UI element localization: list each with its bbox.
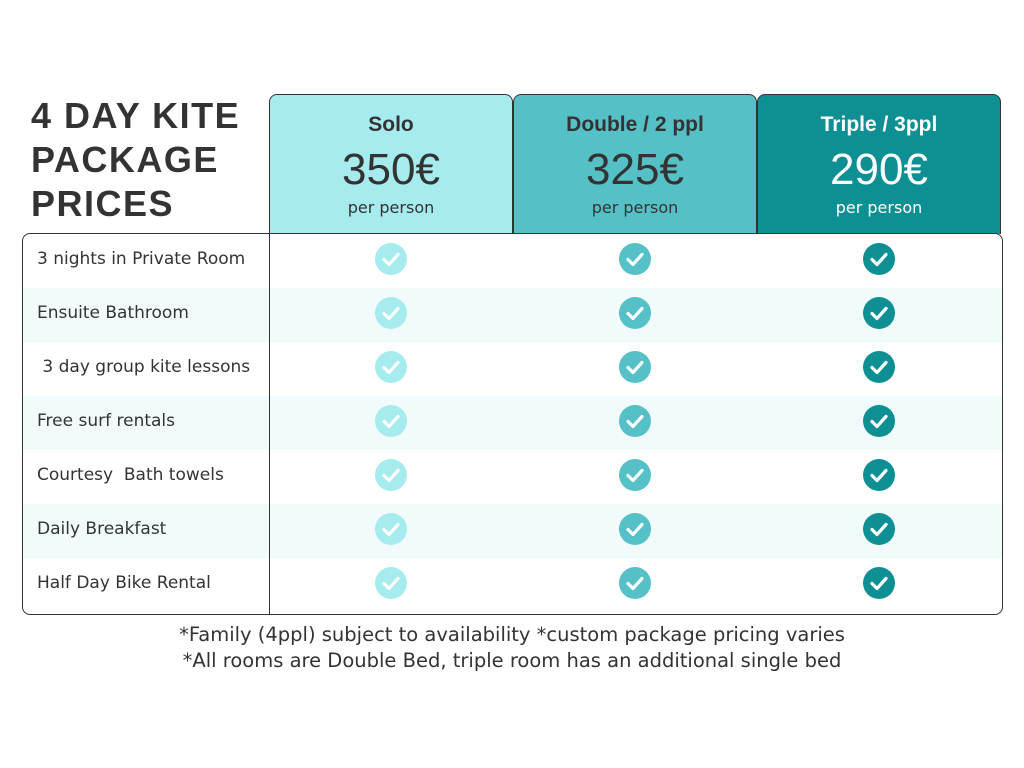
check-circle-icon [375,567,407,599]
check-circle-icon [863,513,895,545]
title-line-2: PACKAGE [31,139,219,180]
check-circle-icon [619,567,651,599]
feature-label: Daily Breakfast [37,519,167,539]
feature-label: Half Day Bike Rental [37,573,211,593]
check-circle-icon [619,243,651,275]
plan-price-unit: per person [591,198,679,217]
check-circle-icon [863,405,895,437]
feature-label: Ensuite Bathroom [37,303,189,323]
check-circle-icon [619,459,651,491]
check-circle-icon [863,297,895,329]
check-circle-icon [375,351,407,383]
check-circle-icon [375,297,407,329]
feature-label: 3 nights in Private Room [37,249,246,269]
plan-price-unit: per person [347,198,435,217]
feature-label: 3 day group kite lessons [37,357,251,377]
check-circle-icon [863,243,895,275]
table-row [23,450,1002,504]
footnote-2: *All rooms are Double Bed, triple room has an additional single bed [182,649,842,672]
footnote-1: *Family (4ppl) subject to availability *custom package pricing varies [179,623,845,646]
table-row [23,342,1002,396]
features-table [22,233,1003,615]
check-circle-icon [375,405,407,437]
check-circle-icon [619,405,651,437]
check-circle-icon [375,243,407,275]
check-circle-icon [863,459,895,491]
check-circle-icon [375,513,407,545]
check-circle-icon [619,297,651,329]
page-title [31,94,263,226]
check-circle-icon [375,459,407,491]
plan-name: Solo [368,113,414,136]
plan-header-double [513,94,757,234]
table-row [23,288,1002,342]
title-line-3: PRICES [31,183,175,224]
plan-header-solo [269,94,513,234]
check-circle-icon [619,351,651,383]
table-row [23,234,1002,288]
title-line-1: 4 DAY KITE [31,95,241,136]
check-circle-icon [863,567,895,599]
plan-price: 350€ [342,145,440,194]
column-divider [269,234,270,614]
table-row [23,504,1002,558]
check-circle-icon [863,351,895,383]
plan-price: 325€ [586,145,684,194]
table-row [23,558,1002,612]
plan-price: 290€ [830,145,928,194]
plan-price-unit: per person [835,198,923,217]
feature-label: Free surf rentals [37,411,176,431]
check-circle-icon [619,513,651,545]
plan-name: Triple / 3ppl [820,113,938,136]
plan-name: Double / 2 ppl [566,113,704,136]
plan-header-triple [757,94,1001,234]
table-row [23,396,1002,450]
feature-label: Courtesy Bath towels [37,465,224,485]
